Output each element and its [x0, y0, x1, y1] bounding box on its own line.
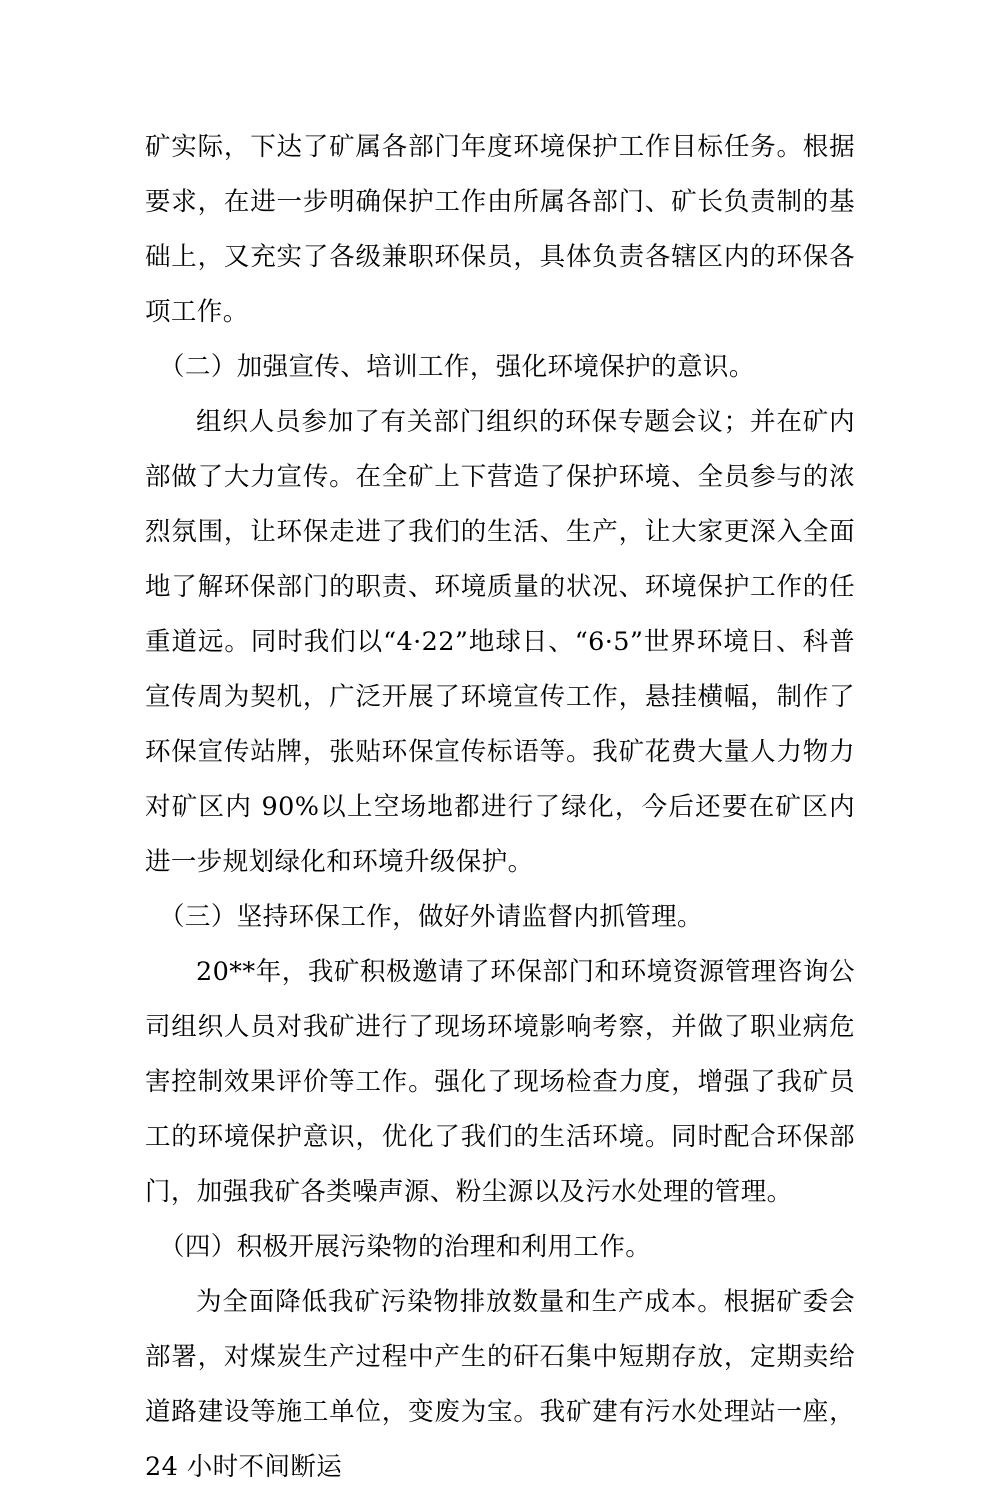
paragraph-heading-section-4: （四）积极开展污染物的治理和利用工作。	[159, 1232, 652, 1262]
paragraph-heading-section-2: （二）加强宣传、培训工作，强化环境保护的意识。	[159, 352, 755, 382]
paragraph-continued-goals: 矿实际，下达了矿属各部门年度环境保护工作目标任务。根据要求，在进一步明确保护工作由所属各部门、矿长负责制的基础上，又充实了各级兼职环保员，具体负责各辖区内的环保各项工作。	[145, 132, 855, 327]
paragraph-heading-section-3: （三）坚持环保工作，做好外请监督内抓管理。	[159, 902, 703, 932]
paragraph-body-section-3: 20**年，我矿积极邀请了环保部门和环境资源管理咨询公司组织人员对我矿进行了现场环境影响考察，并做了职业病危害控制效果评价等工作。强化了现场检查力度，增强了我矿员工的环境保护意识，优化了我们的生活环境。同时配合环保部门，加强我矿各类噪声源、粉尘源以及污水处理的管理。	[145, 957, 855, 1207]
paragraph-body-section-2: 组织人员参加了有关部门组织的环保专题会议；并在矿内部做了大力宣传。在全矿上下营造了保护环境、全员参与的浓烈氛围，让环保走进了我们的生活、生产，让大家更深入全面地了解环保部门的职责、环境质量的状况、环境保护工作的任重道远。同时我们以“4·22”地球日、“6·5”世界环境日、科普宣传周为契机，广泛开展了环境宣传工作，悬挂横幅，制作了环保宣传站牌，张贴环保宣传标语等。我矿花费大量人力物力对矿区内 90%以上空场地都进行了绿化，今后还要在矿区内进一步规划绿化和环境升级保护。	[145, 407, 855, 877]
document-body	[145, 120, 855, 1495]
paragraph-body-section-4: 为全面降低我矿污染物排放数量和生产成本。根据矿委会部署，对煤炭生产过程中产生的矸石集中短期存放，定期卖给道路建设等施工单位，变废为宝。我矿建有污水处理站一座，24 小时不间断运	[145, 1287, 855, 1482]
